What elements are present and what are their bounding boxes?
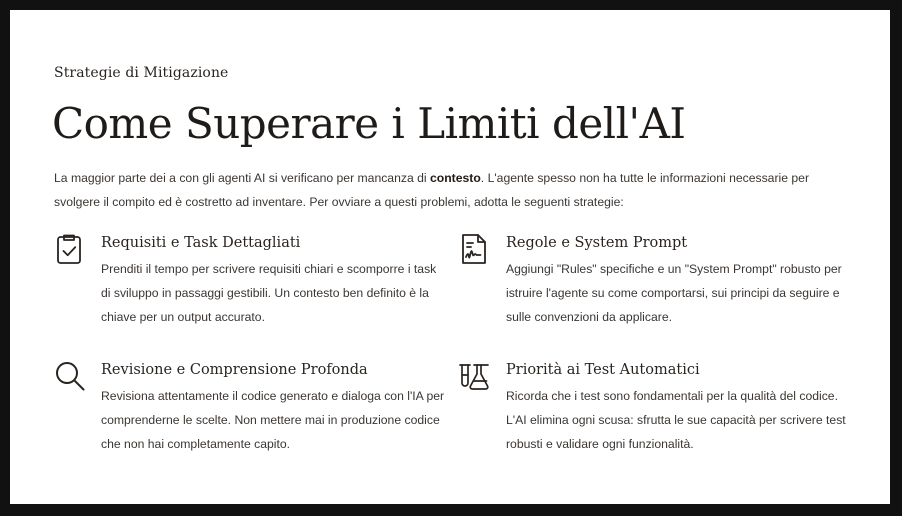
intro-text-after: . L'agente spesso non ha tutte le informazioni necessarie per svolgere il compito ed è costretto ad inventare. Per ovviare a questi problemi, adotta le seguenti strategie: [54,171,810,209]
intro-paragraph [54,167,844,214]
card-title: Requisiti e Task Dettagliati [101,235,301,251]
card-title: Revisione e Comprensione Profonda [101,362,368,378]
section-kicker: Strategie di Mitigazione [54,65,229,81]
card-text: Revisiona attentamente il codice generato e dialoga con l'IA per comprenderne le scelte. Non mettere mai in produzione codice che non hai completamente capito. [101,389,445,451]
card-text: Aggiungi "Rules" specifiche e un "System Prompt" robusto per istruire l'agente su come comportarsi, sui principi da seguire e sulle convenzioni da applicare. [506,262,842,324]
page-title: Come Superare i Limiti dell'AI [52,99,686,148]
card-title: Regole e System Prompt [506,235,688,251]
intro-text-before: La maggior parte dei a con gli agenti AI si verificano per mancanza di [54,171,430,185]
card-text: Prenditi il tempo per scrivere requisiti chiari e scomporre i task di sviluppo in passaggi gestibili. Un contesto ben definito è la chiave per un output accurato. [101,262,437,324]
card-text: Ricorda che i test sono fondamentali per la qualità del codice. L'AI elimina ogni scusa: sfrutta le sue capacità per scrivere test robusti e validare ogni funzionalità. [506,389,846,451]
document-signature-icon [459,232,491,266]
card-title: Priorità ai Test Automatici [506,362,700,378]
lab-flask-icon [459,359,491,393]
clipboard-check-icon [54,232,86,266]
slide [10,10,890,504]
magnifier-icon [54,359,86,393]
intro-keyword: contesto [430,171,481,185]
